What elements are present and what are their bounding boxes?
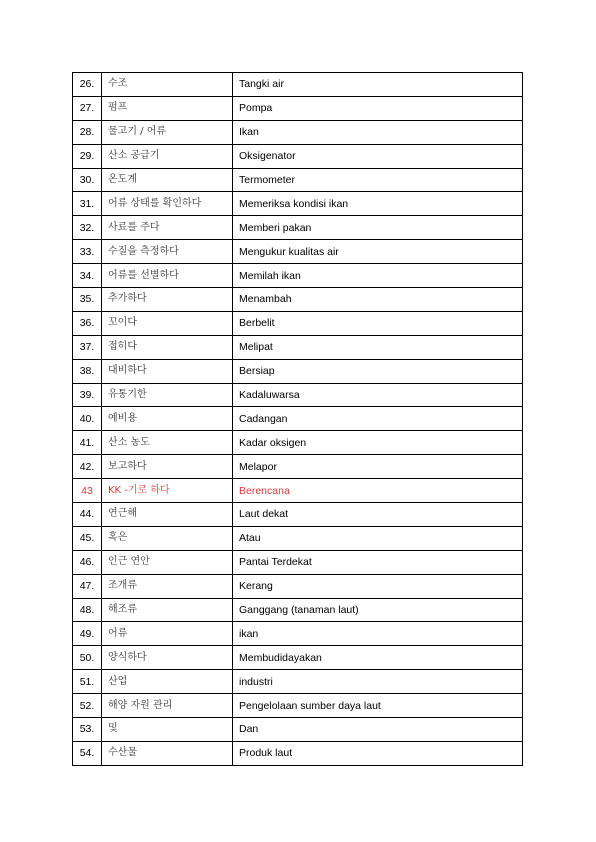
- indonesian-term: Ikan: [233, 120, 523, 144]
- row-number: 35.: [73, 288, 102, 312]
- korean-term: 펌프: [102, 96, 233, 120]
- row-number: 34.: [73, 264, 102, 288]
- row-number: 30.: [73, 168, 102, 192]
- row-number: 28.: [73, 120, 102, 144]
- table-row: [73, 120, 523, 144]
- indonesian-term: Termometer: [233, 168, 523, 192]
- korean-term: 유통기한: [102, 383, 233, 407]
- row-number: 51.: [73, 670, 102, 694]
- row-number: 54.: [73, 741, 102, 765]
- korean-term: 연근해: [102, 503, 233, 527]
- indonesian-term: Menambah: [233, 288, 523, 312]
- indonesian-term: Atau: [233, 526, 523, 550]
- table-row: [73, 288, 523, 312]
- indonesian-term: Tangki air: [233, 73, 523, 97]
- row-number: 42.: [73, 455, 102, 479]
- korean-term: 접히다: [102, 335, 233, 359]
- table-row: [73, 359, 523, 383]
- row-number: 36.: [73, 311, 102, 335]
- table-row: [73, 311, 523, 335]
- indonesian-term: Laut dekat: [233, 503, 523, 527]
- row-number: 41.: [73, 431, 102, 455]
- table-row: [73, 718, 523, 742]
- korean-term: 어류를 선별하다: [102, 264, 233, 288]
- korean-term: 꼬이다: [102, 311, 233, 335]
- korean-term: 온도계: [102, 168, 233, 192]
- table-row: [73, 407, 523, 431]
- indonesian-term: Pompa: [233, 96, 523, 120]
- row-number: 49.: [73, 622, 102, 646]
- korean-term: 산업: [102, 670, 233, 694]
- table-row: [73, 503, 523, 527]
- korean-term: KK -기로 하다: [102, 479, 233, 503]
- korean-term: 조개류: [102, 574, 233, 598]
- indonesian-term: Kerang: [233, 574, 523, 598]
- row-number: 43: [73, 479, 102, 503]
- table-row: [73, 144, 523, 168]
- korean-term: 양식하다: [102, 646, 233, 670]
- table-row: [73, 670, 523, 694]
- indonesian-term: Melapor: [233, 455, 523, 479]
- row-number: 39.: [73, 383, 102, 407]
- korean-term: 수조: [102, 73, 233, 97]
- row-number: 33.: [73, 240, 102, 264]
- table-row: [73, 335, 523, 359]
- row-number: 50.: [73, 646, 102, 670]
- korean-term: 산소 농도: [102, 431, 233, 455]
- korean-term: 예비용: [102, 407, 233, 431]
- row-number: 37.: [73, 335, 102, 359]
- table-row: [73, 479, 523, 503]
- korean-term: 수질을 측정하다: [102, 240, 233, 264]
- indonesian-term: Pengelolaan sumber daya laut: [233, 694, 523, 718]
- indonesian-term: Produk laut: [233, 741, 523, 765]
- row-number: 52.: [73, 694, 102, 718]
- table-row: [73, 168, 523, 192]
- row-number: 26.: [73, 73, 102, 97]
- row-number: 32.: [73, 216, 102, 240]
- table-row: [73, 240, 523, 264]
- indonesian-term: Ganggang (tanaman laut): [233, 598, 523, 622]
- row-number: 48.: [73, 598, 102, 622]
- row-number: 29.: [73, 144, 102, 168]
- korean-term: 및: [102, 718, 233, 742]
- table-row: [73, 96, 523, 120]
- row-number: 27.: [73, 96, 102, 120]
- korean-term: 어류: [102, 622, 233, 646]
- row-number: 46.: [73, 550, 102, 574]
- korean-term: 추가하다: [102, 288, 233, 312]
- table-row: [73, 574, 523, 598]
- vocabulary-table: [72, 72, 523, 766]
- table-row: [73, 383, 523, 407]
- korean-term: 어류 상태를 확인하다: [102, 192, 233, 216]
- indonesian-term: Berbelit: [233, 311, 523, 335]
- table-row: [73, 455, 523, 479]
- indonesian-term: Berencana: [233, 479, 523, 503]
- indonesian-term: Melipat: [233, 335, 523, 359]
- korean-term: 사료를 주다: [102, 216, 233, 240]
- table-row: [73, 216, 523, 240]
- table-row: [73, 694, 523, 718]
- korean-term: 해조류: [102, 598, 233, 622]
- table-row: [73, 550, 523, 574]
- indonesian-term: Memilah ikan: [233, 264, 523, 288]
- table-row: [73, 646, 523, 670]
- row-number: 31.: [73, 192, 102, 216]
- indonesian-term: Membudidayakan: [233, 646, 523, 670]
- indonesian-term: Memberi pakan: [233, 216, 523, 240]
- korean-term: 혹은: [102, 526, 233, 550]
- indonesian-term: Oksigenator: [233, 144, 523, 168]
- indonesian-term: Mengukur kualitas air: [233, 240, 523, 264]
- indonesian-term: Cadangan: [233, 407, 523, 431]
- indonesian-term: industri: [233, 670, 523, 694]
- korean-term: 물고기 / 어류: [102, 120, 233, 144]
- row-number: 53.: [73, 718, 102, 742]
- korean-term: 수산물: [102, 741, 233, 765]
- table-row: [73, 741, 523, 765]
- table-row: [73, 264, 523, 288]
- korean-term: 해양 자원 관리: [102, 694, 233, 718]
- row-number: 40.: [73, 407, 102, 431]
- indonesian-term: Kadaluwarsa: [233, 383, 523, 407]
- table-row: [73, 431, 523, 455]
- table-row: [73, 622, 523, 646]
- indonesian-term: Pantai Terdekat: [233, 550, 523, 574]
- indonesian-term: Kadar oksigen: [233, 431, 523, 455]
- korean-term: 대비하다: [102, 359, 233, 383]
- row-number: 44.: [73, 503, 102, 527]
- korean-term: 보고하다: [102, 455, 233, 479]
- indonesian-term: Memeriksa kondisi ikan: [233, 192, 523, 216]
- korean-term: 인근 연안: [102, 550, 233, 574]
- indonesian-term: ikan: [233, 622, 523, 646]
- indonesian-term: Dan: [233, 718, 523, 742]
- korean-term: 산소 공급기: [102, 144, 233, 168]
- indonesian-term: Bersiap: [233, 359, 523, 383]
- row-number: 47.: [73, 574, 102, 598]
- vocabulary-table-body: [73, 73, 523, 766]
- table-row: [73, 192, 523, 216]
- row-number: 45.: [73, 526, 102, 550]
- row-number: 38.: [73, 359, 102, 383]
- table-row: [73, 73, 523, 97]
- table-row: [73, 526, 523, 550]
- table-row: [73, 598, 523, 622]
